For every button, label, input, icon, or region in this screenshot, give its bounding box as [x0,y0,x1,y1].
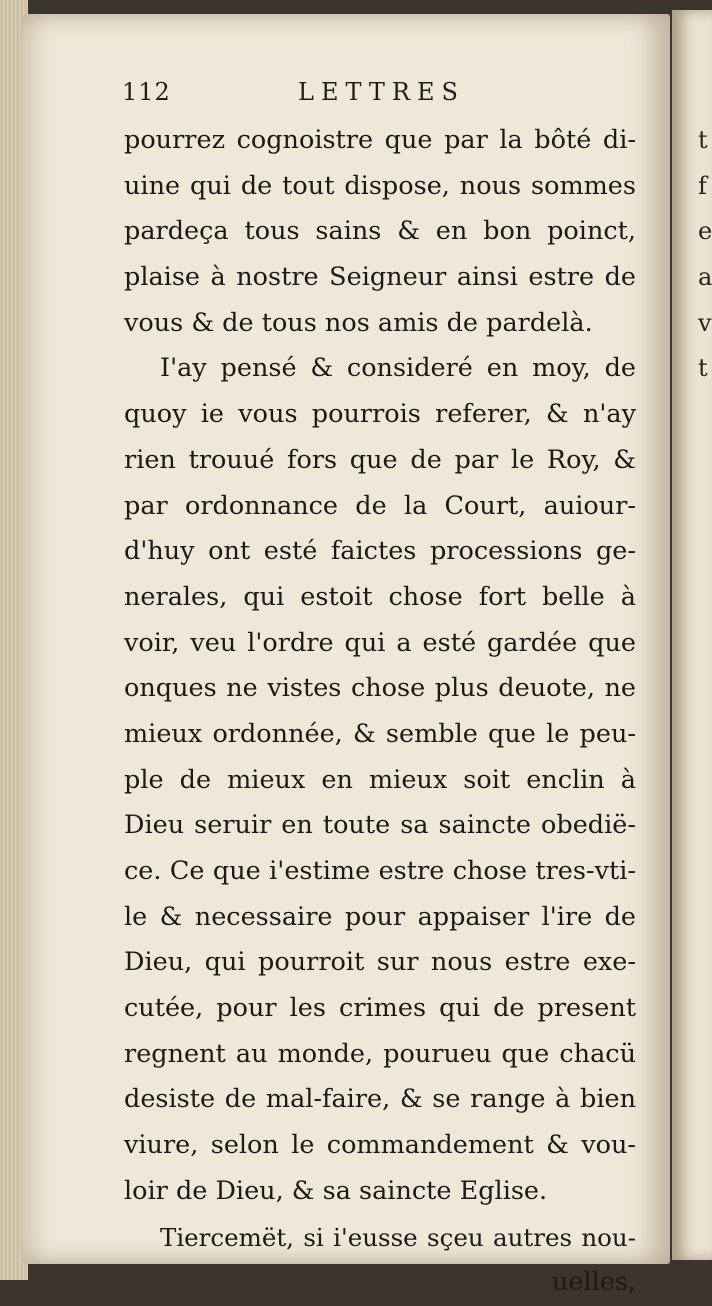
text-line: nerales, qui estoit chose fort belle à [124,581,636,612]
text-line: Dieu, qui pourroit sur nous estre exe- [124,947,636,978]
facing-letter: v [698,308,712,337]
text-line: pourrez cognoistre que par la bôté di- [124,125,636,155]
facing-letter: e [698,217,712,246]
body-text [124,118,636,1306]
facing-letter: a [698,263,712,292]
text-line: mieux ordonnée, & semble que le peu- [124,718,636,749]
facing-page-letters [698,126,712,402]
text-line: ce. Ce que i'estime estre chose tres-vti- [124,856,636,886]
page-number: 112 [122,78,171,106]
text-line: Dieu seruir en toute sa saincte obedië- [124,810,636,841]
text-line: viure, selon le commandement & vou- [124,1130,636,1161]
text-line: par ordonnance de la Court, auiour- [124,490,636,521]
facing-letter: f [698,171,707,200]
text-line: quoy ie vous pourrois referer, & n'ay [124,399,636,430]
running-title: LETTRES [298,78,465,106]
text-line: pardeça tous sains & en bon poinct, [124,216,636,247]
text-line: I'ay pensé & consideré en moy, de [160,353,636,384]
text-line: le & necessaire pour appaiser l'ire de [124,901,636,932]
text-line: desiste de mal-faire, & se range à bien [124,1084,636,1115]
text-line: regnent au monde, pourueu que chacü [124,1038,636,1069]
facing-letter: t [698,126,708,154]
text-line: voir, veu l'ordre qui a esté gardée que [124,627,636,658]
facing-letter: t [698,354,708,383]
text-line: Tiercemët, si i'eusse sçeu autres nou- [160,1222,636,1252]
text-line: rien trouué fors que de par le Roy, & [124,444,636,475]
text-line: cutée, pour les crimes qui de present [124,993,636,1024]
text-line: d'huy ont esté faictes processions ge- [124,536,636,567]
text-line: plaise à nostre Seigneur ainsi estre de [124,262,636,293]
text-line: ple de mieux en mieux soit enclin à [124,764,636,795]
text-line: onques ne vistes chose plus deuote, ne [124,673,636,704]
catchword: uelles, [551,1267,636,1298]
text-line: uine qui de tout dispose, nous sommes [124,170,636,201]
text-line: loir de Dieu, & sa saincte Eglise. [124,1175,548,1206]
text-line: vous & de tous nos amis de pardelà. [124,307,593,338]
running-head [122,78,642,114]
